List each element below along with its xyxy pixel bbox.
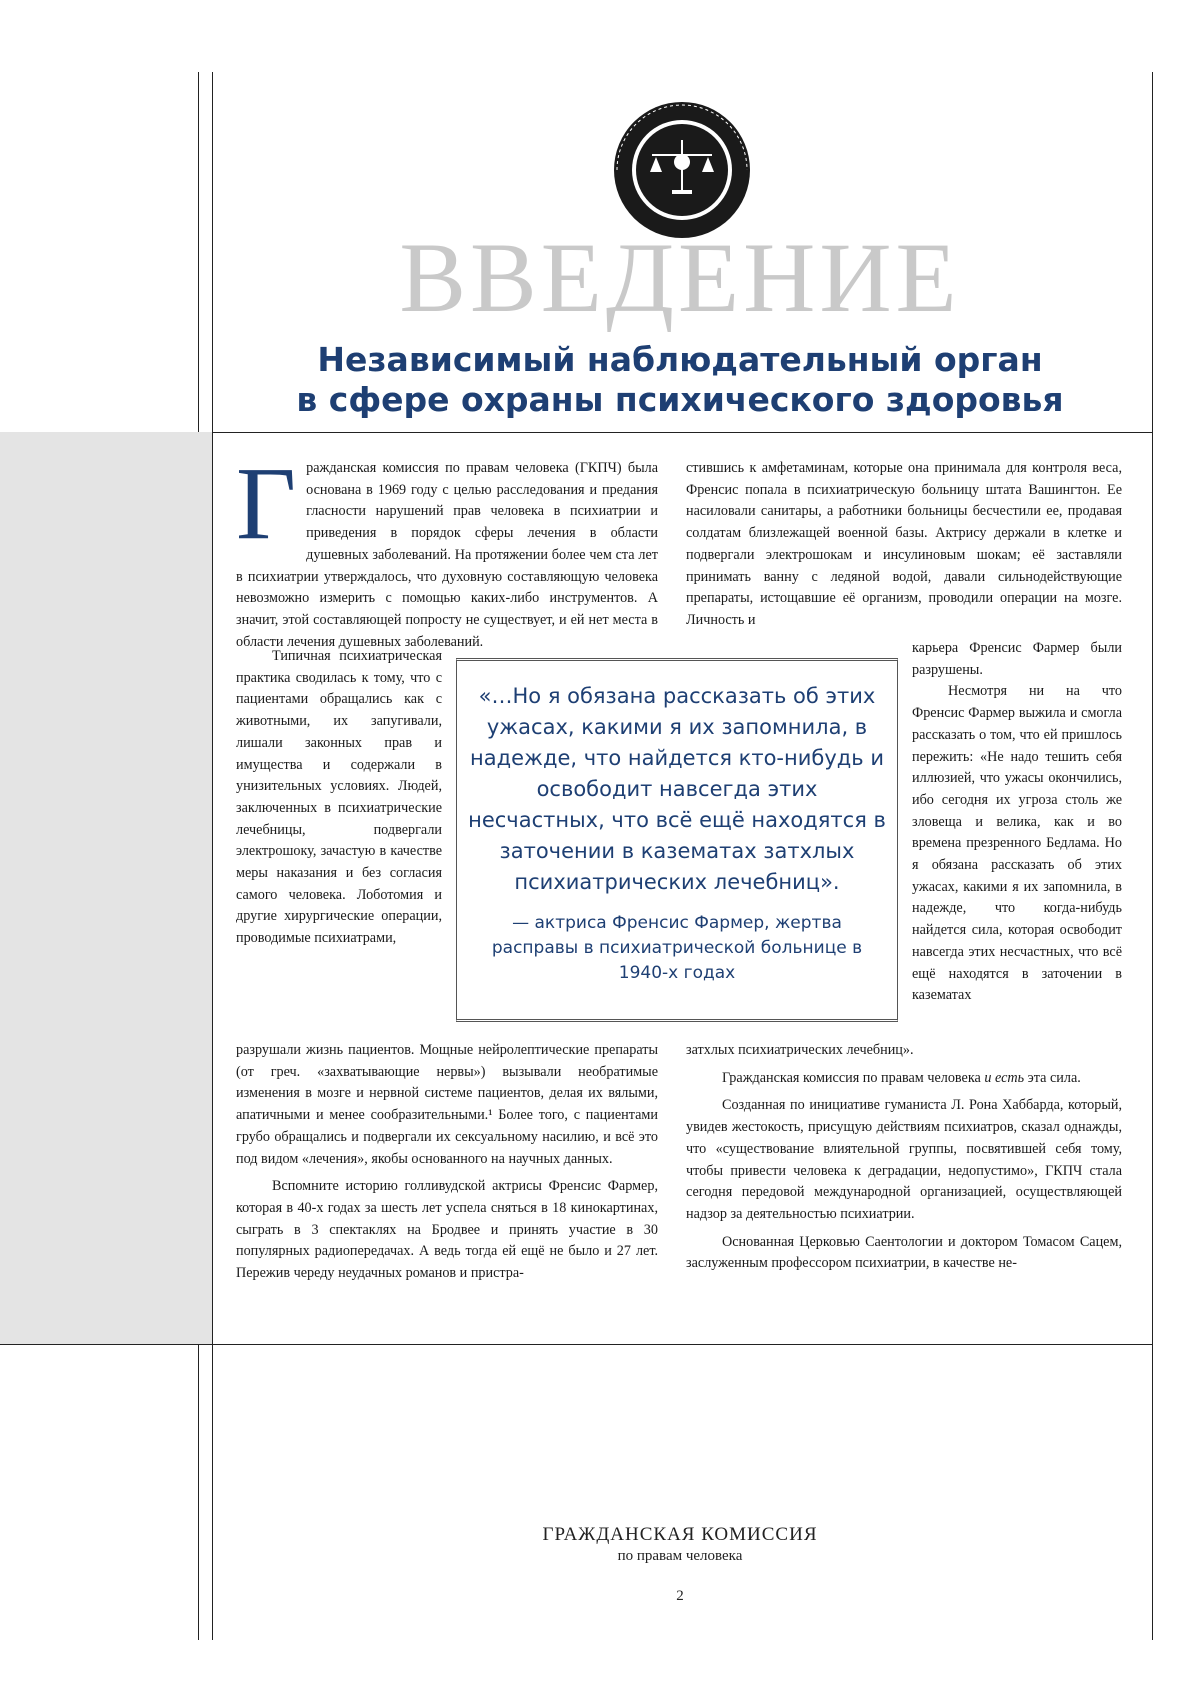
article-paragraph: стившись к амфетаминам, которые она принимала для контроля веса, Френсис попала в психиатрическую больницу штата Вашингтон. Ее насиловали санитары, а работники больницы бесчестили ее, продавая солдатам близлежащей военной базы. Актрису держали в клетке и подвергали электрошокам и инсулиновым шокам; её заставляли принимать ванну с ледяной водой, давали сильнодействующие препараты, истощавшие её организм, проводили операции на мозге. Личность и — [686, 460, 1122, 628]
article-col2-bottom — [686, 1040, 1122, 1275]
article-paragraph — [686, 1068, 1122, 1090]
article-paragraph: ражданская комиссия по правам человека (ГКПЧ) была основана в 1969 году с целью расследования и предания гласности нарушений прав человека в психиатрии и приведения в порядок сферы лечения в области душевных заболеваний. На протяжении более чем ста лет в психиатрии утверждалось, что духовную составляющую человека невозможно измерить с помощью каких-либо инструментов. А значит, этой составляющей попросту не существует, и ей нет места в области лечения душевных заболеваний. — [236, 460, 658, 650]
drop-cap: Г — [236, 446, 297, 561]
pull-quote-attribution: — актриса Френсис Фармер, жертва расправы в психиатрической больнице в 1940-х годах — [491, 913, 863, 983]
footer-organization: ГРАЖДАНСКАЯ КОМИССИЯ — [542, 1524, 818, 1545]
pull-quote-box — [456, 658, 898, 1022]
article-paragraph: затхлых психиатрических лечебниц». — [686, 1042, 914, 1058]
subtitle-line-2: в сфере охраны психического здоровья — [296, 380, 1064, 419]
page-number: 2 — [676, 1588, 684, 1604]
article-paragraph: разрушали жизнь пациентов. Мощные нейролептические препараты (от греч. «захватывающие нервы») вызывали необратимые изменения в мозге и нервной системе пациентов, делая их вялыми, апатичными и менее сообразительными.¹ Более того, с пациентами грубо обращались и подвергали их сексуальному насилию, и всё это под видом «лечения», якобы основанного на научных данных. — [236, 1042, 658, 1167]
article-col2-mid — [912, 638, 1122, 1007]
article-paragraph: Несмотря ни на что Френсис Фармер выжила и смогла рассказать о том, что ей пришлось пережить: «Не надо тешить себя иллюзией, что ужасы окончились, ибо сегодня их угроза столь же зловеща и велика, как и во времена презренного Бедлама. Но я обязана рассказать об этих ужасах, какими я их запомнила, в надежде, что когда-нибудь найдется сила, которая освободит навсегда этих несчастных, что всё ещё находятся в заточении в казематах — [912, 683, 1122, 1004]
footer-subtitle: по правам человека — [617, 1548, 743, 1564]
article-paragraph: Типичная психиатрическая практика сводилась к тому, что с пациентами обращались как с животными, их запугивали, лишали законных прав и имущества и содержали в унизительных условиях. Людей, заключенных в психиатрические лечебницы, подвергали электрошоку, зачастую в качестве меры наказания и без согласия самого человека. Лоботомия и другие хирургические операции, проводимые психиатрами, — [236, 648, 442, 947]
article-col1-bottom — [236, 1040, 658, 1285]
article-paragraph: Созданная по инициативе гуманиста Л. Рона Хаббарда, который, увидев жестокость, присущую действиям психиатров, сказал однажды, что «существование влиятельной группы, посвятившей себя тому, чтобы привести человека к деградации, недопустимо», ГКПЧ стала сегодня передовой международной организацией, осуществляющей надзор за деятельностью психиатрии. — [686, 1097, 1122, 1222]
side-band — [0, 432, 212, 1344]
emphasis-text: и есть — [984, 1069, 1025, 1086]
article-col1-mid — [236, 646, 442, 950]
article-paragraph: Вспомните историю голливудской актрисы Френсис Фармер, которая в 40-х годах за шесть лет успела сняться в 18 кинокартинах, сыграть в 3 спектаклях на Бродвее и принять участие в 30 популярных радиопередачах. А ведь тогда ей ещё не было и 27 лет. Пережив череду неудачных романов и пристра- — [236, 1178, 658, 1282]
article-col2-top — [686, 458, 1122, 632]
page-heading: ВВЕДЕНИЕ — [399, 222, 961, 333]
cchr-seal-logo — [612, 100, 752, 240]
article-col1-top — [236, 446, 658, 653]
page-subtitle — [220, 340, 1140, 420]
subtitle-line-1: Независимый наблюдательный орган — [317, 340, 1043, 379]
pull-quote-text: «…Но я обязана рассказать об этих ужасах, какими я их запомнила, в надежде, что найдется кто-нибудь и освободит навсегда этих несчастных, что всё ещё находятся в заточении в казематах затхлых психиатрических лечебниц». — [468, 684, 886, 894]
article-paragraph: Основанная Церковью Саентологии и доктором Томасом Сацем, заслуженным профессором психиатрии, в качестве не- — [686, 1233, 1122, 1272]
text-run: эта сила. — [1024, 1069, 1081, 1086]
article-paragraph: карьера Френсис Фармер были разрушены. — [912, 640, 1122, 678]
text-run: Гражданская комиссия по правам человека — [722, 1069, 985, 1086]
frame-line-bottom — [0, 1344, 1152, 1345]
